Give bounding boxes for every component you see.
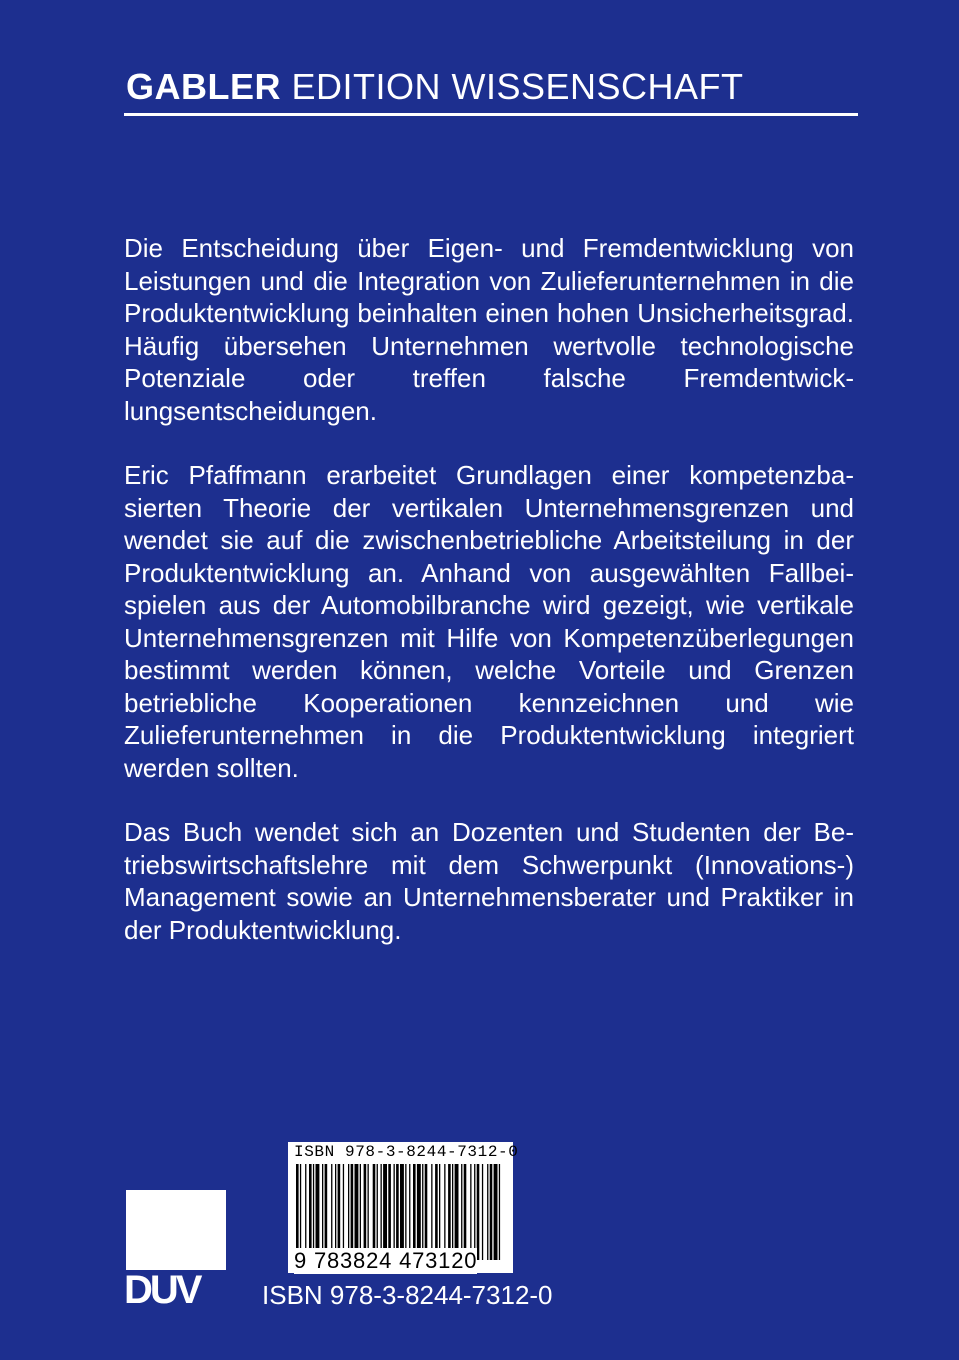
barcode-bar — [396, 1164, 399, 1260]
barcode-bars-icon — [296, 1164, 506, 1260]
barcode-bar — [296, 1164, 299, 1260]
barcode-bar — [477, 1164, 480, 1260]
barcode-bar — [381, 1164, 382, 1260]
barcode-bar — [464, 1164, 467, 1260]
barcode-bar — [490, 1164, 493, 1260]
barcode-bar — [360, 1164, 361, 1260]
barcode-bar — [439, 1164, 440, 1260]
barcode-bar — [422, 1164, 423, 1260]
series-brand: GABLER — [126, 66, 281, 107]
barcode-bar — [335, 1164, 336, 1260]
barcode-bar — [409, 1164, 410, 1260]
duv-logo — [126, 1190, 226, 1312]
barcode-bar — [474, 1164, 475, 1260]
barcode-bar — [435, 1164, 438, 1260]
blurb-paragraph-2: Eric Pfaffmann erarbeitet Grundlagen einer kompetenzbasierten Theorie der vertikalen Unternehmensgrenzen und wendet sie auf die zwischenbetriebliche Arbeitsteilung in der Produktentwicklung an. Anhand von ausgewählten Fallbeispielen aus der Automobilbranche wird gezeigt, wie vertikale Unternehmensgrenzen mit Hilfe von Kompetenzüberlegungen bestimmt werden können, welche Vorteile und Grenzen betriebliche Kooperationen kennzeichnen und wie Zulieferunternehmen in die Produktentwicklung integriert werden sollten. — [124, 460, 854, 783]
barcode-bar — [470, 1164, 471, 1260]
isbn-text: ISBN 978-3-8244-7312-0 — [262, 1280, 553, 1310]
barcode-bar — [461, 1164, 462, 1260]
barcode-bar — [305, 1164, 306, 1260]
blurb-paragraph-3: Das Buch wendet sich an Dozenten und Studenten der Betriebswirtschaftslehre mit dem Schwerpunkt (Innovations-) Management sowie an Unternehmensberater und Praktiker in der Produktentwicklung. — [124, 817, 854, 945]
barcode-bar — [364, 1164, 367, 1260]
barcode-bar — [331, 1164, 332, 1260]
barcode-bar — [316, 1164, 320, 1260]
barcode-bar — [417, 1164, 421, 1260]
barcode-bar — [388, 1164, 391, 1260]
barcode-bar — [413, 1164, 416, 1260]
barcode-bar — [482, 1164, 483, 1260]
blurb-text — [124, 232, 854, 978]
barcode-bar — [322, 1164, 323, 1260]
barcode-isbn-label: ISBN 978-3-8244-7312-0 — [294, 1143, 519, 1161]
barcode-bar — [383, 1164, 387, 1260]
barcode-bar — [325, 1164, 328, 1260]
header-rule — [124, 113, 858, 116]
barcode-bar — [300, 1164, 301, 1260]
barcode-bar — [355, 1164, 359, 1260]
barcode-bar — [499, 1164, 500, 1260]
barcode-bar — [431, 1164, 432, 1260]
series-title — [126, 66, 744, 108]
blurb-paragraph-1: Die Entscheidung über Eigen- und Fremdentwicklung von Leistungen und die Integration von Zulieferunternehmen in die Produktentwicklung beinhalten einen hohen Unsicherheitsgrad. Häufig übersehen Unternehmen wertvolle technologische Potenziale oder treffen falsche Fremdentwicklungsentscheidungen. — [124, 233, 854, 426]
barcode-box — [288, 1142, 519, 1273]
logo-block — [126, 1190, 226, 1270]
logo-letters: DUV — [124, 1268, 200, 1312]
barcode-bar — [400, 1164, 404, 1260]
barcode-bar — [377, 1164, 378, 1260]
barcode-bar — [405, 1164, 406, 1260]
barcode-bar — [487, 1164, 488, 1260]
barcode-bar — [452, 1164, 453, 1260]
barcode-bar — [394, 1164, 395, 1260]
barcode-bar — [448, 1164, 451, 1260]
barcode-bar — [494, 1164, 498, 1260]
barcode-bar — [425, 1164, 428, 1260]
barcode-bar — [338, 1164, 341, 1260]
barcode-bar — [313, 1164, 314, 1260]
barcode-bar — [368, 1164, 369, 1260]
series-name: EDITION WISSENSCHAFT — [291, 66, 744, 107]
barcode-bar — [351, 1164, 354, 1260]
barcode-bar — [309, 1164, 312, 1260]
barcode-bar — [455, 1164, 459, 1260]
barcode-bar — [373, 1164, 376, 1260]
barcode-ean-digits: 9 783824 473120 — [294, 1248, 478, 1273]
barcode-bar — [348, 1164, 349, 1260]
barcode-bar — [343, 1164, 344, 1260]
barcode-bar — [444, 1164, 445, 1260]
